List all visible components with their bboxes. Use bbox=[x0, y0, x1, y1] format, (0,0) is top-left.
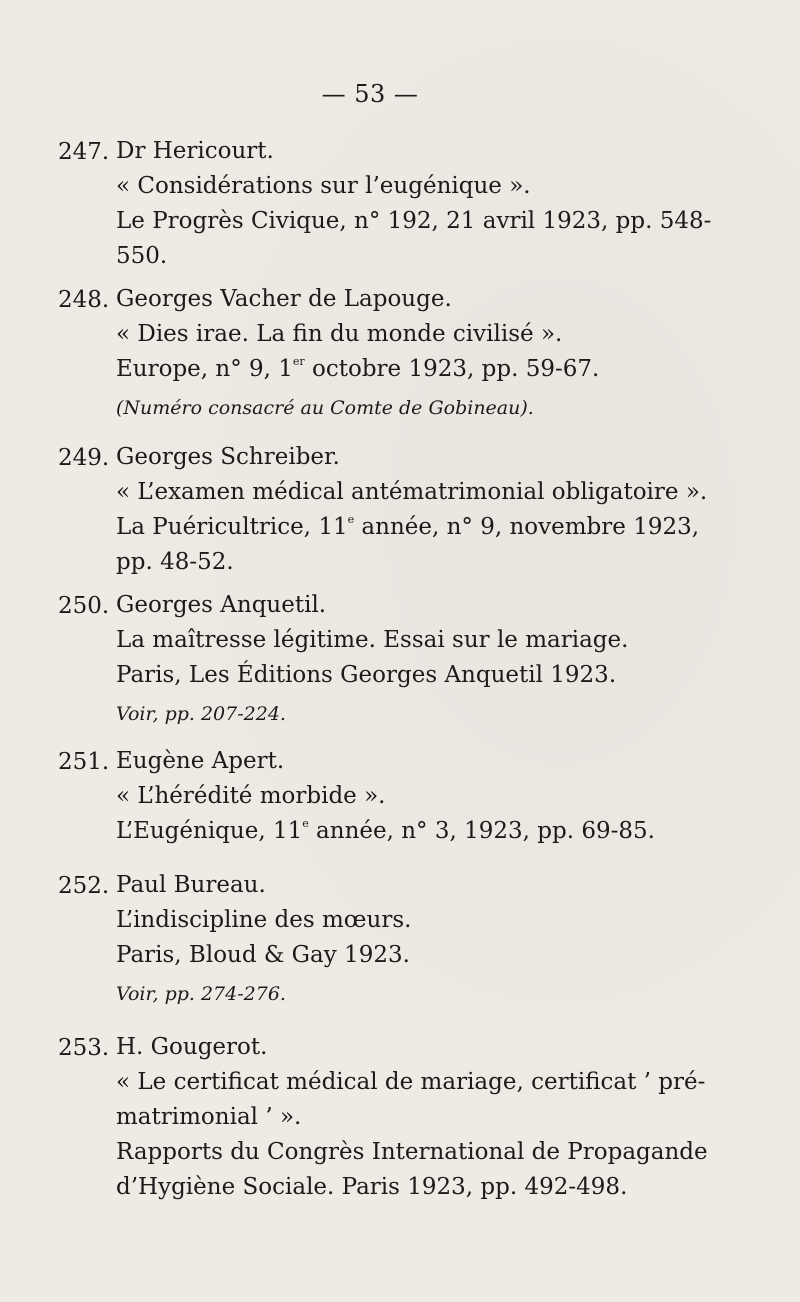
entry-number: 251. bbox=[58, 749, 110, 775]
entry-source: La Puéricultrice, 11e année, n° 9, novembre 1923, bbox=[116, 513, 700, 540]
entry-title-continued: matrimonial ’ ». bbox=[116, 1104, 302, 1130]
entry-source-continued: pp. 48-52. bbox=[116, 549, 234, 575]
entry-number: 249. bbox=[58, 445, 110, 471]
entry-author: Georges Vacher de Lapouge. bbox=[116, 286, 452, 312]
entry-source: Rapports du Congrès International de Propagande bbox=[116, 1139, 708, 1165]
entry-author: Paul Bureau. bbox=[116, 872, 266, 898]
page-number: — 53 — bbox=[321, 80, 419, 108]
bibliography-entry-249 bbox=[58, 440, 728, 580]
entry-title: L’indiscipline des mœurs. bbox=[116, 907, 412, 933]
bibliography-entry-247 bbox=[58, 134, 728, 274]
entry-number: 252. bbox=[58, 873, 110, 899]
entry-author: Dr Hericourt. bbox=[116, 138, 274, 164]
entry-title: « Considérations sur l’eugénique ». bbox=[116, 173, 531, 199]
entry-source-continued: 550. bbox=[116, 243, 168, 269]
entry-title: « L’examen médical antématrimonial obligatoire ». bbox=[116, 479, 708, 505]
entry-title: La maîtresse légitime. Essai sur le mariage. bbox=[116, 627, 629, 653]
entry-source: Paris, Bloud & Gay 1923. bbox=[116, 942, 410, 968]
entry-author: Georges Schreiber. bbox=[116, 444, 340, 470]
entry-author: Eugène Apert. bbox=[116, 748, 285, 774]
entry-source: Europe, n° 9, 1er octobre 1923, pp. 59-67. bbox=[116, 355, 600, 382]
entry-author: Georges Anquetil. bbox=[116, 592, 327, 618]
entry-number: 248. bbox=[58, 287, 110, 313]
entry-note: (Numéro consacré au Comte de Gobineau). bbox=[116, 397, 534, 419]
bibliography-entry-253 bbox=[58, 1030, 728, 1205]
entry-source: Le Progrès Civique, n° 192, 21 avril 1923, pp. 548- bbox=[116, 208, 712, 234]
entry-source: Paris, Les Éditions Georges Anquetil 1923. bbox=[116, 662, 617, 688]
entry-source: L’Eugénique, 11e année, n° 3, 1923, pp. 69-85. bbox=[116, 817, 655, 844]
entry-author: H. Gougerot. bbox=[116, 1034, 268, 1060]
bibliography-entry-248 bbox=[58, 282, 728, 423]
entry-title: « Dies irae. La fin du monde civilisé ». bbox=[116, 321, 563, 347]
entry-source-continued: d’Hygiène Sociale. Paris 1923, pp. 492-498. bbox=[116, 1174, 628, 1200]
bibliography-entry-251 bbox=[58, 744, 728, 849]
entry-number: 250. bbox=[58, 593, 110, 619]
entry-note: Voir, pp. 274-276. bbox=[116, 983, 286, 1005]
entry-number: 247. bbox=[58, 139, 110, 165]
entry-title: « L’hérédité morbide ». bbox=[116, 783, 386, 809]
bibliography-entry-252 bbox=[58, 868, 728, 1009]
entry-note: Voir, pp. 207-224. bbox=[116, 703, 286, 725]
bibliography-entry-250 bbox=[58, 588, 728, 729]
entry-number: 253. bbox=[58, 1035, 110, 1061]
entry-title: « Le certificat médical de mariage, certificat ’ pré- bbox=[116, 1069, 706, 1095]
